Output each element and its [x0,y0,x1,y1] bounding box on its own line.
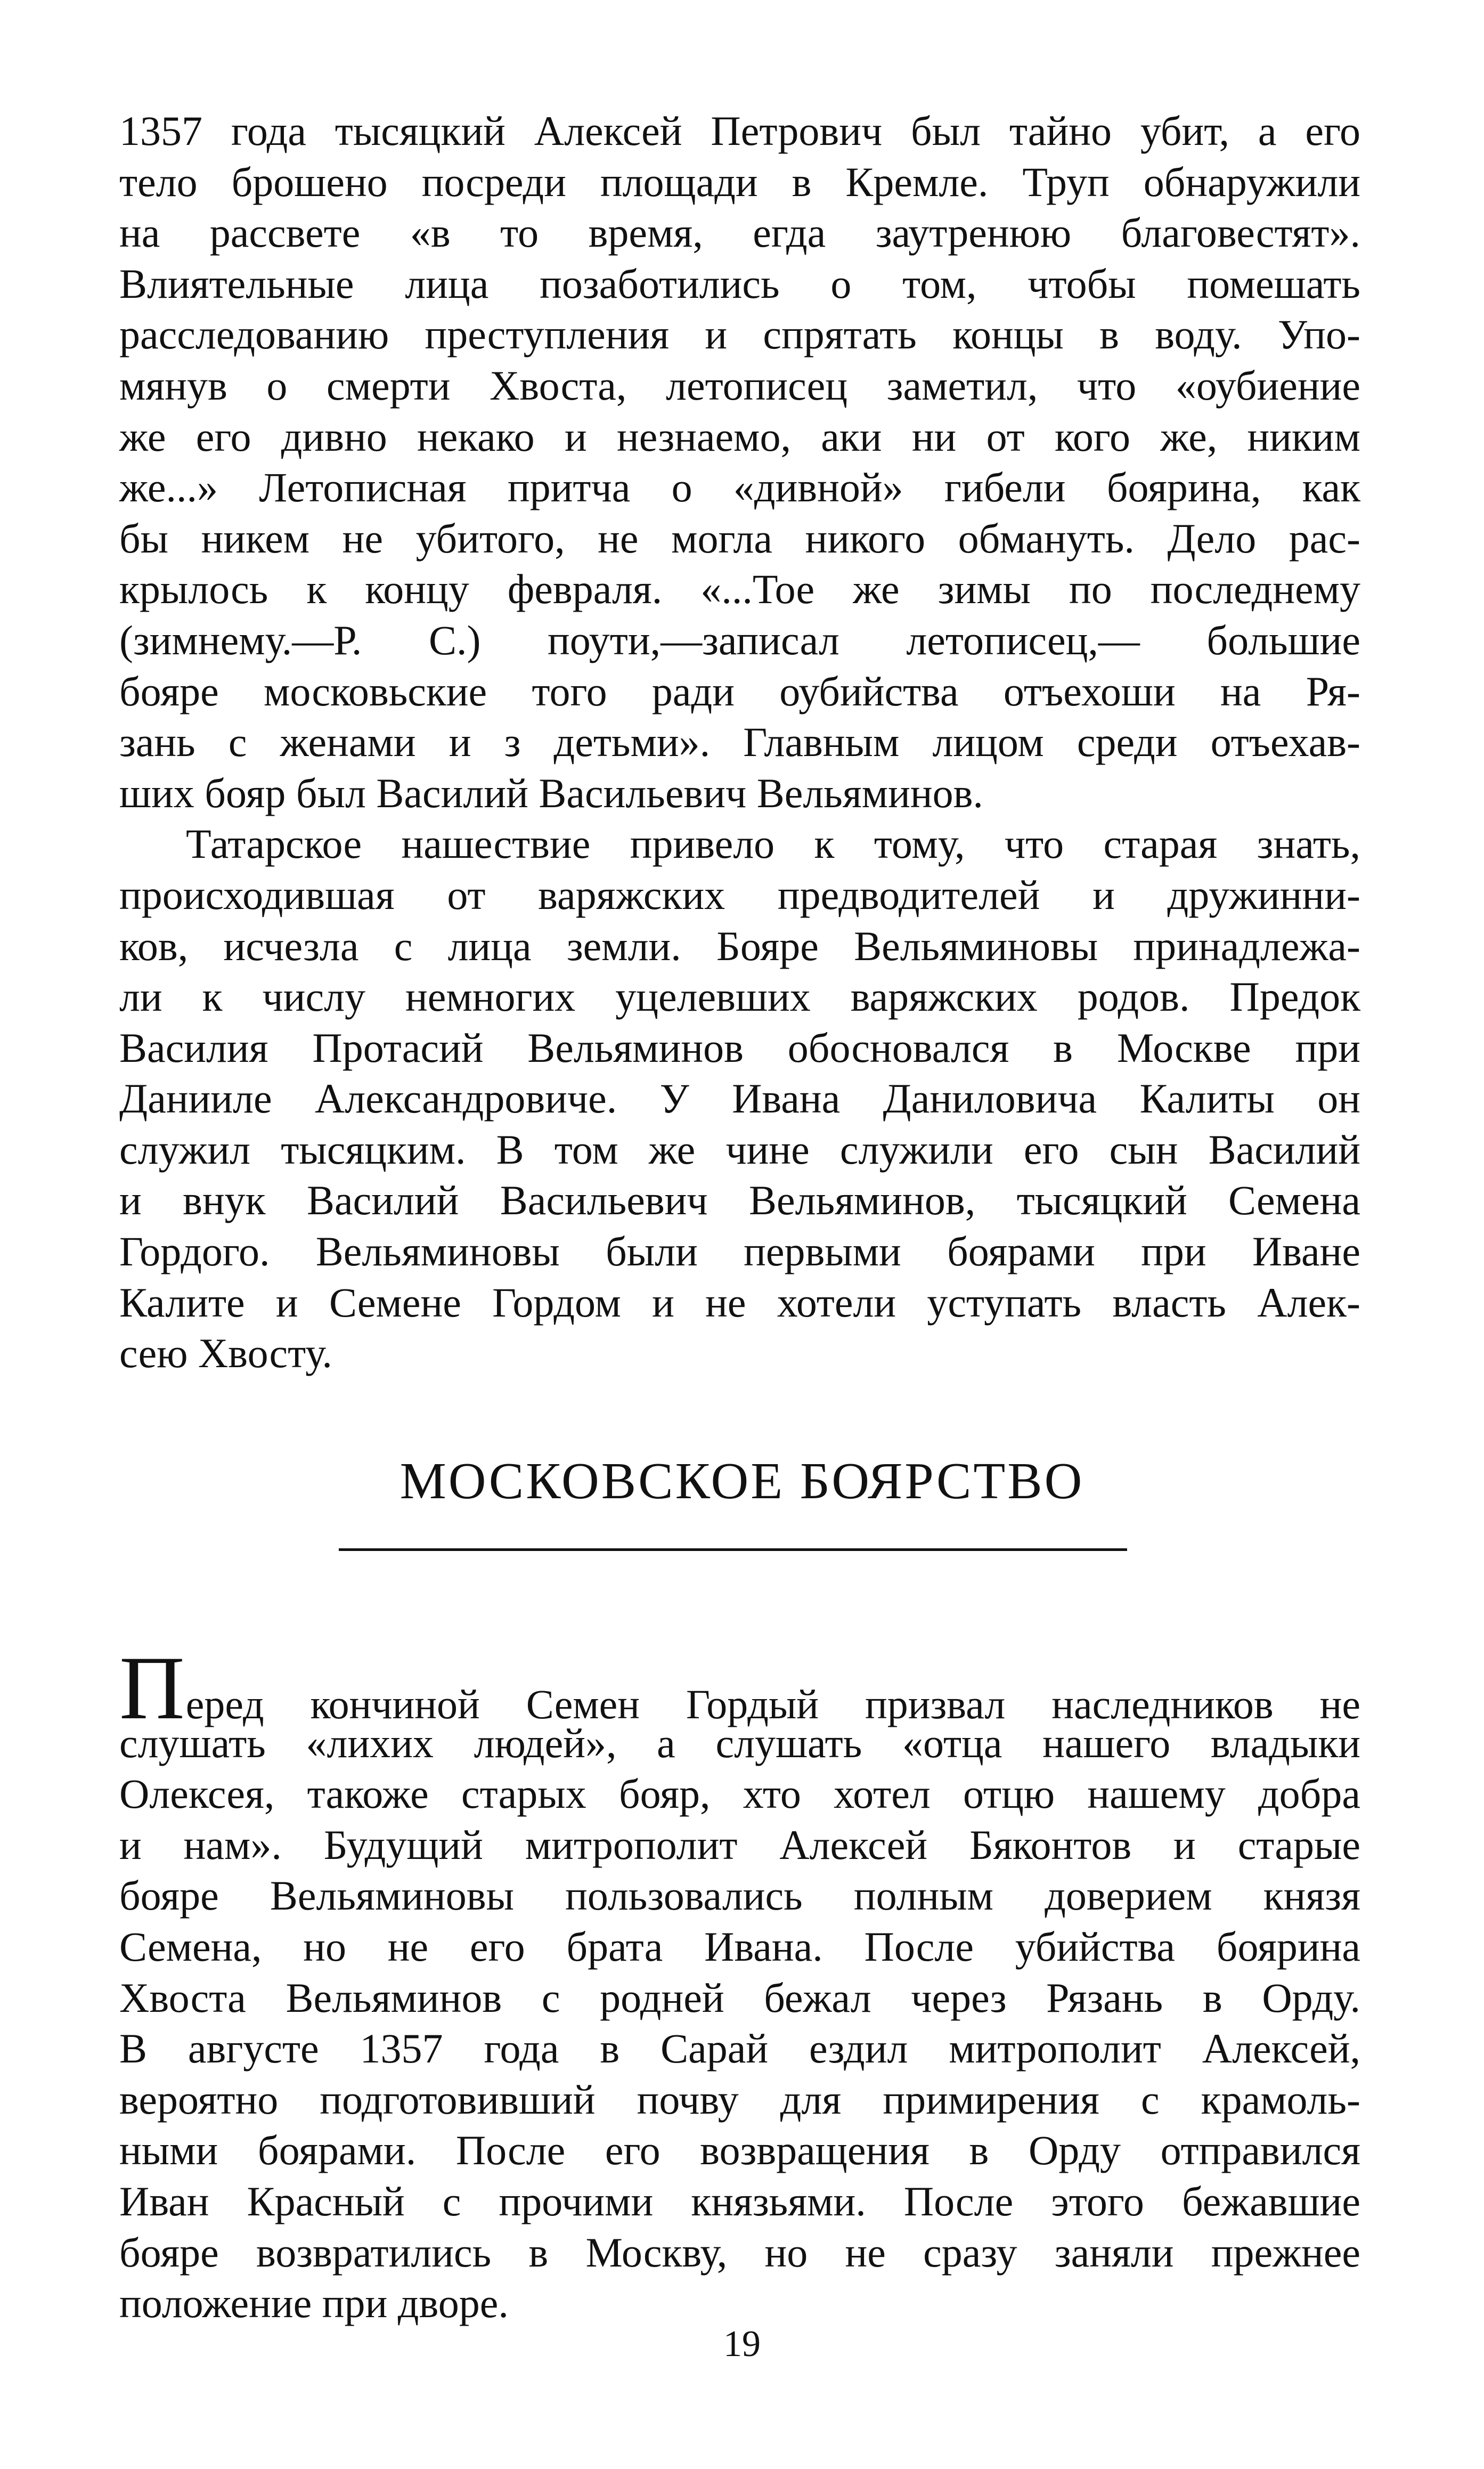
text-line: ков, исчезла с лица земли. Бояре Вельяминовы принадлежа- [119,922,1360,969]
text-line: Калите и Семене Гордом и не хотели уступать власть Алек- [119,1279,1360,1326]
page-number: 19 [723,2324,761,2365]
text-line: бояре Вельяминовы пользовались полным доверием князя [119,1872,1360,1919]
text-line: 1357 года тысяцкий Алексей Петрович был тайно убит, а его [119,108,1360,154]
text-line: сею Хвосту. [119,1330,332,1377]
text-line: (зимнему.—Р. С.) поути,—записал летописец,— большие [119,616,1360,663]
paragraph-1 [119,105,1360,818]
text-line: ными боярами. После его возвращения в Орду отправился [119,2127,1360,2174]
text-line-first [119,1638,1360,1738]
text-line: происходившая от варяжских предводителей и дружинни- [119,871,1360,918]
first-line-rest: еред кончиной Семен Гордый призвал наследников не [185,1681,1360,1727]
text-line: Хвоста Вельяминов с родней бежал через Рязань в Орду. [119,1974,1360,2021]
text-line: и внук Василий Васильевич Вельяминов, тысяцкий Семена [119,1177,1360,1224]
text-line: Семена, но не его брата Ивана. После убийства боярина [119,1923,1360,1970]
chapter-title: МОСКОВСКОЕ БОЯРСТВО [399,1452,1085,1510]
text-line: Татарское нашествие привело к тому, что старая знать, [186,821,1360,867]
text-line: вероятно подготовивший почву для примирения с крамоль- [119,2076,1360,2123]
text-line: Данииле Александровиче. У Ивана Даниловича Калиты он [119,1075,1360,1122]
text-line: Василия Протасий Вельяминов обосновался в Москве при [119,1024,1360,1071]
body-text-top [119,105,1360,1379]
text-line: же...» Летописная притча о «дивной» гибели боярина, как [119,464,1360,511]
body-text-bottom [119,1638,1360,2329]
text-line: же его дивно некако и незнаемо, аки ни от кого же, никим [119,413,1360,460]
text-line: мянув о смерти Хвоста, летописец заметил, что «оубиение [119,362,1360,409]
paragraph-3 [119,1638,1360,2329]
drop-cap: П [119,1638,185,1738]
text-line: бояре московьские того ради оубийства отъехоши на Ря- [119,668,1360,714]
text-line: слушать «лихих людей», а слушать «отца нашего владыки [119,1719,1360,1766]
text-line: зань с женами и з детьми». Главным лицом среди отъехав- [119,719,1360,766]
text-line: В августе 1357 года в Сарай ездил митрополит Алексей, [119,2025,1360,2072]
text-line: ших бояр был Василий Васильевич Вельяминов. [119,769,983,816]
text-line: тело брошено посреди площади в Кремле. Труп обнаружили [119,158,1360,205]
paragraph-2 [119,818,1360,1379]
text-line: ли к числу немногих уцелевших варяжских родов. Предок [119,973,1360,1020]
text-line: расследованию преступления и спрятать концы в воду. Упо- [119,311,1360,358]
text-line: и нам». Будущий митрополит Алексей Бяконтов и старые [119,1821,1360,1868]
text-line: Иван Красный с прочими князьями. После этого бежавшие [119,2178,1360,2224]
text-line: бы никем не убитого, не могла никого обмануть. Дело рас- [119,515,1360,562]
text-line: положение при дворе. [119,2280,509,2327]
text-line: Влиятельные лица позаботились о том, чтобы помешать [119,260,1360,307]
text-line: служил тысяцким. В том же чине служили его сын Василий [119,1126,1360,1173]
text-line: Олексея, такоже старых бояр, хто хотел отцю нашему добра [119,1770,1360,1817]
text-line: бояре возвратились в Москву, но не сразу заняли прежнее [119,2229,1360,2276]
text-line: на рассвете «в то время, егда заутренюю благовестят». [119,209,1360,256]
chapter-title-rule [339,1548,1127,1551]
text-line: Гордого. Вельяминовы были первыми боярами при Иване [119,1228,1360,1275]
text-line: крылось к концу февраля. «...Тое же зимы по последнему [119,566,1360,613]
